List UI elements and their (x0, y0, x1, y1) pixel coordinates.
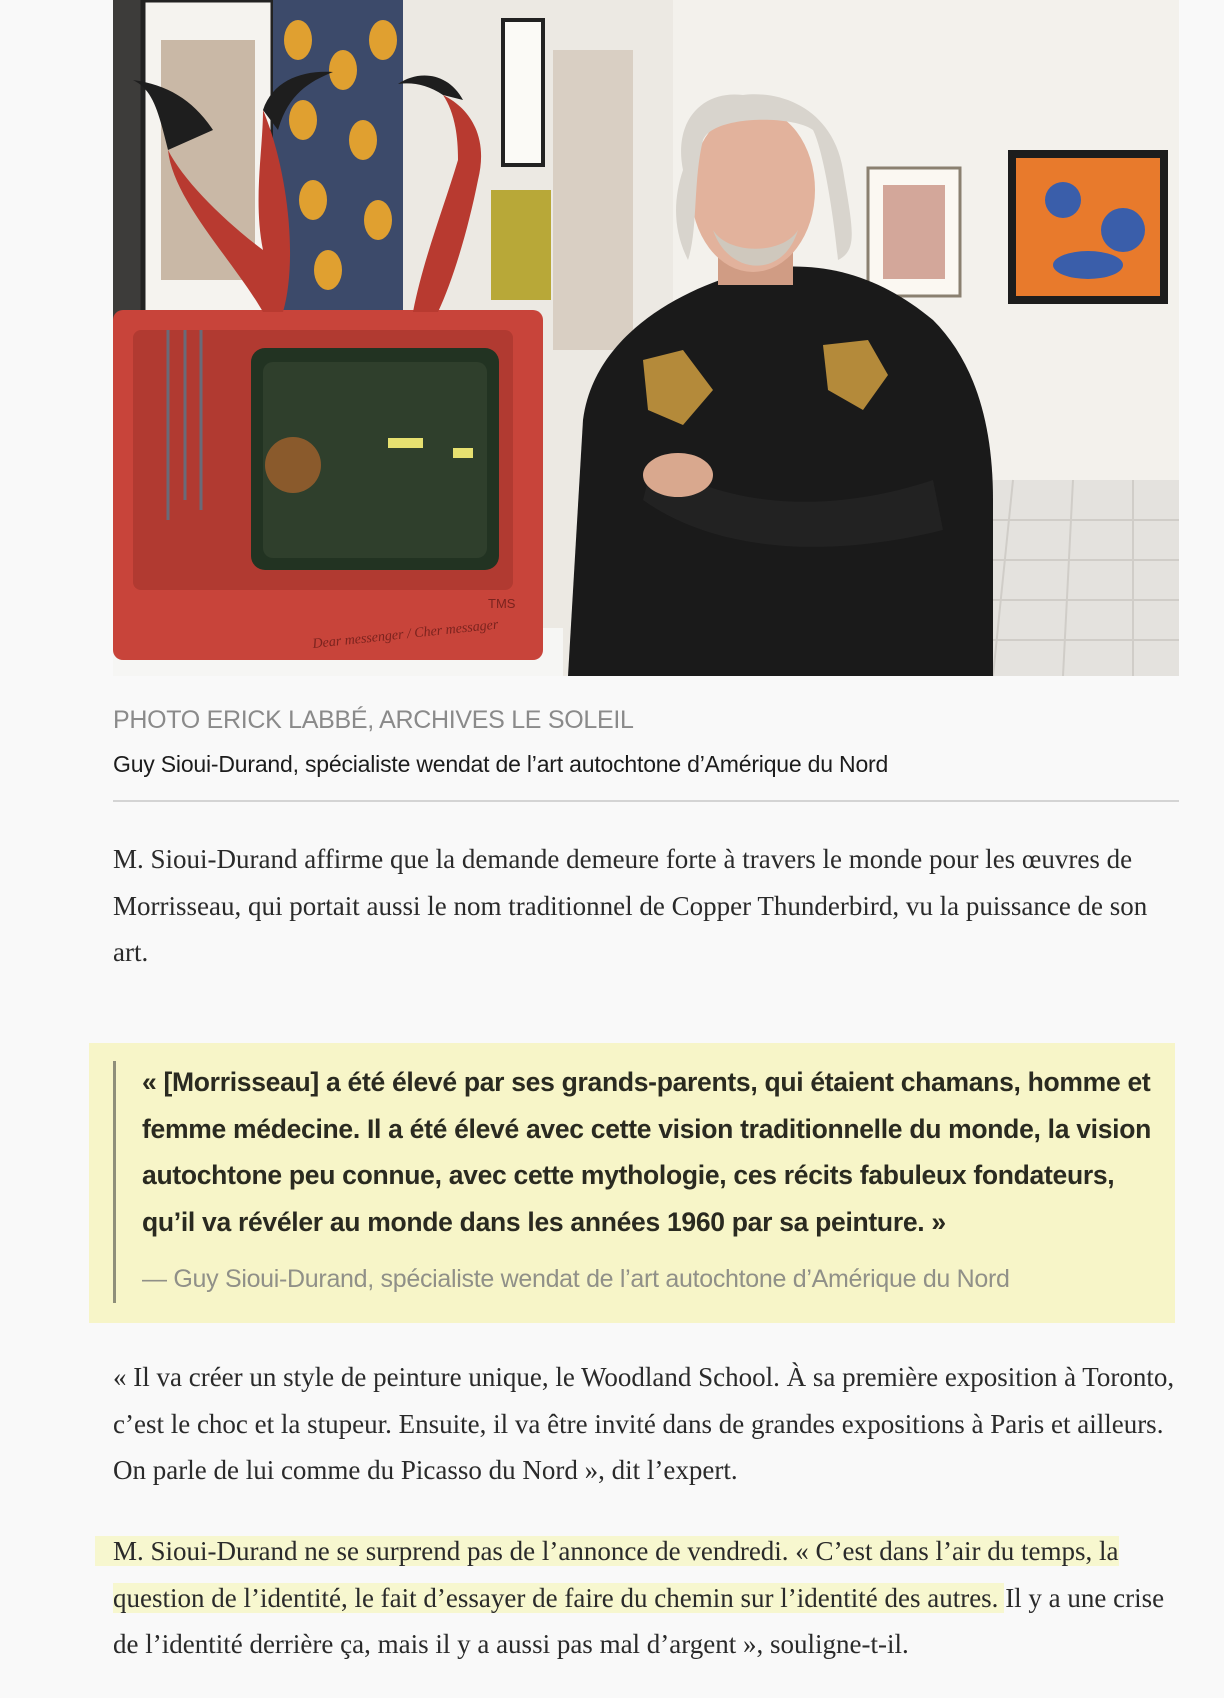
highlighted-text[interactable]: M. Sioui-Durand ne se surprend pas de l’annonce de vendredi. « C’est dans l’air du temps, la question de l’identité, le fait d’essayer de faire du chemin sur l’identité des autres. (113, 1536, 1119, 1613)
quote-attribution: — Guy Sioui-Durand, spécialiste wendat de l’art autochtone d’Amérique du Nord (142, 1265, 1010, 1293)
photo-caption: Guy Sioui-Durand, spécialiste wendat de l’art autochtone d’Amérique du Nord (113, 751, 889, 777)
quote-text: « [Morrisseau] a été élevé par ses grands-parents, qui étaient chamans, homme et femme médecine. Il a été élevé avec cette vision traditionnelle du monde, la vision autochtone peu connue, avec cette mythologie, ces récits fabuleux fondateurs, qu’il va révéler au monde dans les années 1960 par sa peinture. » (142, 1067, 1151, 1237)
article-photo (113, 0, 1179, 676)
caption-divider (113, 800, 1179, 802)
pull-quote (89, 1043, 1175, 1323)
paragraph-3-rest: Il y a une crise de l’identité derrière ça, mais il y a aussi pas mal d’argent », souligne-t-il. (113, 1582, 1165, 1659)
paragraph-3 (113, 1528, 1183, 1668)
paragraph-1: M. Sioui-Durand affirme que la demande demeure forte à travers le monde pour les œuvres de Morrisseau, qui portait aussi le nom traditionnel de Copper Thunderbird, vu la puissance de son art. (113, 844, 1148, 967)
quote-bar (113, 1061, 116, 1303)
tv-brand: TMS (488, 596, 516, 611)
photo-credit: PHOTO ERICK LABBÉ, ARCHIVES LE SOLEIL (113, 706, 634, 734)
paragraph-2: « Il va créer un style de peinture unique, le Woodland School. À sa première exposition à Toronto, c’est le choc et la stupeur. Ensuite, il va être invité dans de grandes expositions à Paris et ailleurs. On parle de lui comme du Picasso du Nord », dit l’expert. (113, 1362, 1175, 1485)
tv-inscription: Dear messenger / Cher messager (311, 617, 500, 652)
